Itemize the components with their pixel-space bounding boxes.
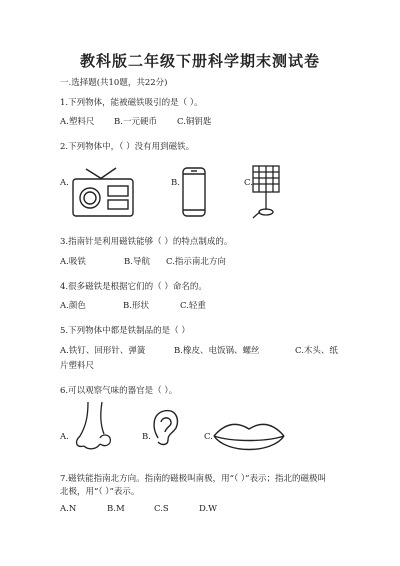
question-4-option-c: C.轻重 <box>180 301 206 311</box>
phone-icon <box>181 166 207 218</box>
question-5-stem: 5.下列物体中都是铁制品的是（ ） <box>60 326 190 336</box>
question-1-option-c: C.铜钥匙 <box>177 117 212 127</box>
question-4-option-b: B.形状 <box>123 301 149 311</box>
radio-icon <box>70 166 136 218</box>
question-7-option-c: C.S <box>154 504 169 514</box>
question-1-option-a: A.塑料尺 <box>60 117 95 127</box>
question-2-option-b: B. <box>171 178 180 188</box>
lips-icon <box>212 420 286 454</box>
question-2-option-c: C. <box>244 178 253 188</box>
question-3-option-a: A.吸铁 <box>60 257 86 267</box>
question-2-option-a: A. <box>60 178 69 188</box>
question-1-stem: 1.下列物体，能被磁铁吸引的是（ ）。 <box>60 98 203 108</box>
question-4-option-a: A.颜色 <box>60 301 86 311</box>
question-3-option-c: C.指示南北方向 <box>166 257 226 267</box>
question-4-stem: 4.很多磁铁是根据它们的（ ）命名的。 <box>60 282 207 292</box>
page-title: 教科版二年级下册科学期末测试卷 <box>79 52 320 70</box>
question-6-option-b: B. <box>142 432 151 442</box>
ear-icon <box>150 408 180 446</box>
lamp-icon <box>250 164 284 220</box>
question-6-option-a: A. <box>60 432 69 442</box>
question-7-stem-line-2: 北极，用“（ ）”表示。 <box>60 487 140 497</box>
question-7-option-d: D.W <box>199 504 217 514</box>
question-5-option-a: A.铁钉、回形针、弹簧 <box>60 346 146 356</box>
question-3-stem: 3.指南针是利用磁铁能够（ ）的特点制成的。 <box>60 237 233 247</box>
question-5-option-c: C.木头、纸 <box>295 346 338 356</box>
question-1-option-b: B.一元硬币 <box>114 117 157 127</box>
nose-icon <box>66 400 116 452</box>
section-heading: 一.选择题(共10题，共22分) <box>60 78 168 88</box>
question-7-option-a: A.N <box>60 504 77 514</box>
question-2-stem: 2.下列物体中，（ ）没有用到磁铁。 <box>60 142 195 152</box>
question-7-option-b: B.M <box>107 504 125 514</box>
question-7-stem-line-1: 7.磁铁能指南北方向。指南的磁极叫南极，用“（ ）”表示；指北的磁极叫 <box>60 474 327 484</box>
question-5-option-c-continued: 片塑料尺 <box>60 361 95 371</box>
question-5-option-b: B.橡皮、电饭锅、螺丝 <box>174 346 260 356</box>
question-6-stem: 6.可以观察气味的器官是（ ）。 <box>60 386 178 396</box>
question-3-option-b: B.导航 <box>124 257 150 267</box>
question-6-option-c: C. <box>204 432 213 442</box>
